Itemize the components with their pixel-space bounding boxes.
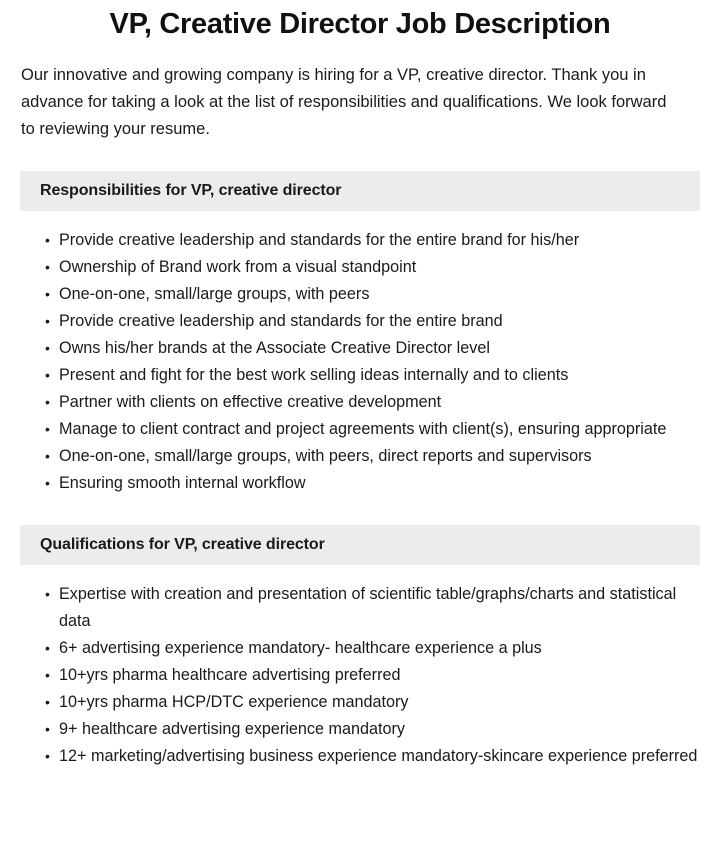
page-title: VP, Creative Director Job Description: [109, 8, 611, 40]
list-item: • Expertise with creation and presentation of scientific table/graphs/charts and statistical data: [45, 581, 698, 635]
list-item: • 12+ marketing/advertising business experience mandatory-skincare experience preferred: [45, 743, 698, 770]
list-item: • Provide creative leadership and standards for the entire brand: [45, 308, 698, 335]
qualifications-list: [0, 565, 720, 770]
section-header-responsibilities: [20, 171, 700, 211]
list-item: • Manage to client contract and project agreements with client(s), ensuring appropriate: [45, 416, 698, 443]
section-heading-label: Responsibilities for VP, creative director: [40, 182, 342, 199]
list-item: • Present and fight for the best work selling ideas internally and to clients: [45, 362, 698, 389]
list-item: • 9+ healthcare advertising experience mandatory: [45, 716, 698, 743]
list-item: • 6+ advertising experience mandatory- healthcare experience a plus: [45, 635, 698, 662]
section-header-qualifications: [20, 525, 700, 565]
list-item: • One-on-one, small/large groups, with peers, direct reports and supervisors: [45, 443, 698, 470]
section-qualifications: [0, 525, 720, 770]
list-item: • One-on-one, small/large groups, with peers: [45, 281, 698, 308]
list-item: • Ownership of Brand work from a visual standpoint: [45, 254, 698, 281]
intro-paragraph: Our innovative and growing company is hiring for a VP, creative director. Thank you in advance for taking a look at the list of responsibilities and qualifications. We look forward to reviewing your resume.: [21, 66, 667, 138]
list-item: • 10+yrs pharma HCP/DTC experience mandatory: [45, 689, 698, 716]
list-item: • Ensuring smooth internal workflow: [45, 470, 698, 497]
list-item: • 10+yrs pharma healthcare advertising preferred: [45, 662, 698, 689]
list-item: • Provide creative leadership and standards for the entire brand for his/her: [45, 227, 698, 254]
section-heading-label: Qualifications for VP, creative director: [40, 536, 325, 553]
responsibilities-list: [0, 211, 720, 497]
section-responsibilities: [0, 171, 720, 497]
list-item: • Partner with clients on effective creative development: [45, 389, 698, 416]
list-item: • Owns his/her brands at the Associate Creative Director level: [45, 335, 698, 362]
